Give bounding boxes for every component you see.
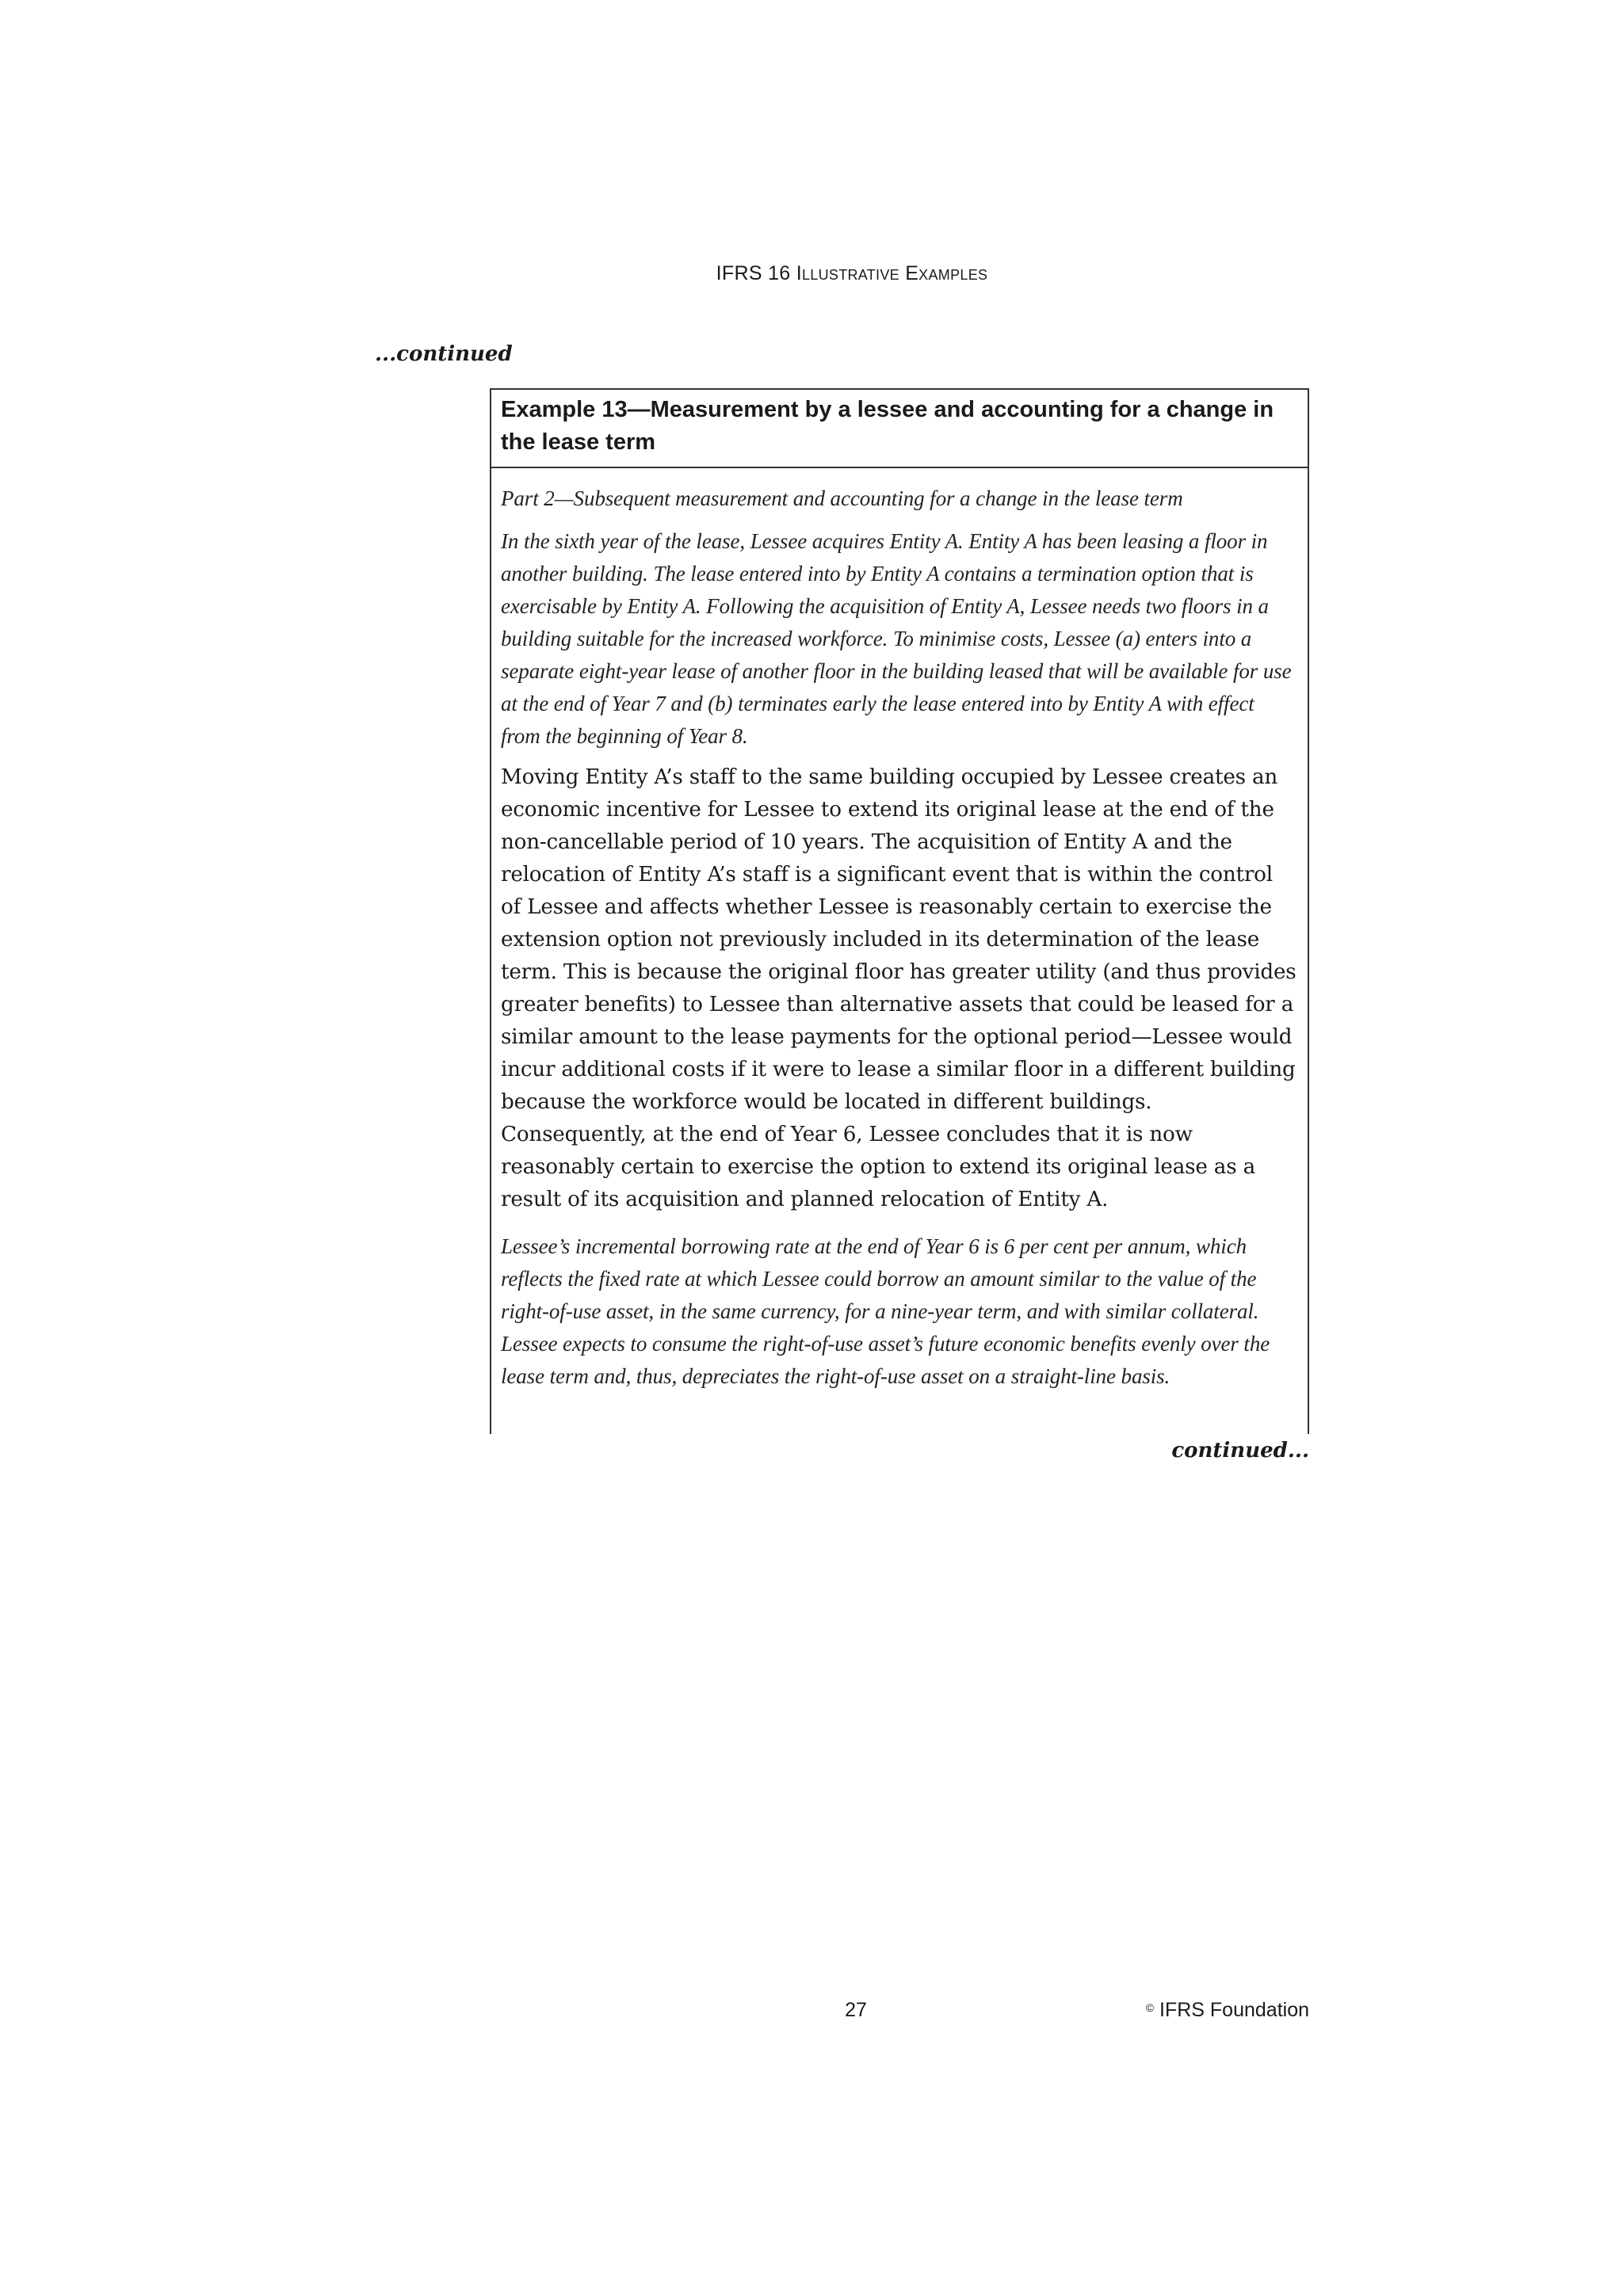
continued-on-next: continued... [1171, 1439, 1309, 1463]
copyright-text: IFRS Foundation [1154, 1999, 1309, 2021]
example-body [491, 468, 1308, 1393]
example-box [490, 388, 1309, 1434]
example-title: Example 13—Measurement by a lessee and accounting for a change in the lease term [491, 390, 1308, 468]
example-paragraph-3: Lessee’s incremental borrowing rate at the end of Year 6 is 6 per cent per annum, which reflects the fixed rate at which Lessee could borrow an amount similar to the value of the right-of-use asset, in the same currency, for a nine-year term, and with similar collateral. Lessee expects to consume the right-of-use asset’s future economic benefits evenly over the lease term and, thus, depreciates the right-of-use asset on a straight-line basis. [501, 1234, 1270, 1388]
example-subheading: Part 2—Subsequent measurement and accounting for a change in the lease term [501, 486, 1183, 510]
running-header-title: Illustrative Examples [796, 262, 988, 284]
copyright-symbol: © [1145, 2001, 1155, 2014]
running-header-prefix: IFRS 16 [716, 262, 796, 284]
continued-from-previous: ...continued [375, 342, 513, 366]
example-paragraph-2: Moving Entity A’s staff to the same building occupied by Lessee creates an economic incentive for Lessee to extend its original lease at the end of the non-cancellable period of 10 years. The acquisition of Entity A and the relocation of Entity A’s staff is a significant event that is within the control of Lessee and affects whether Lessee is reasonably certain to exercise the extension option not previously included in its determination of the lease term. This is because the original floor has greater utility (and thus provides greater benefits) to Lessee than alternative assets that could be leased for a similar amount to the lease payments for the optional period—Lessee would incur additional costs if it were to lease a similar floor in a different building because the workforce would be located in different buildings. Consequently, at the end of Year 6, Lessee concludes that it is now reasonably certain to exercise the option to extend its original lease as a result of its acquisition and planned relocation of Entity A. [501, 765, 1296, 1211]
copyright-notice [1109, 1999, 1309, 2022]
example-paragraph-1: In the sixth year of the lease, Lessee acquires Entity A. Entity A has been leasing a floor in another building. The lease entered into by Entity A contains a termination option that is exercisable by Entity A. Following the acquisition of Entity A, Lessee needs two floors in a building suitable for the increased workforce. To minimise costs, Lessee (a) enters into a separate eight-year lease of another floor in the building leased that will be available for use at the end of Year 7 and (b) terminates early the lease entered into by Entity A with effect from the beginning of Year 8. [501, 529, 1292, 748]
running-header [0, 262, 1623, 285]
page-number: 27 [845, 1999, 867, 2021]
